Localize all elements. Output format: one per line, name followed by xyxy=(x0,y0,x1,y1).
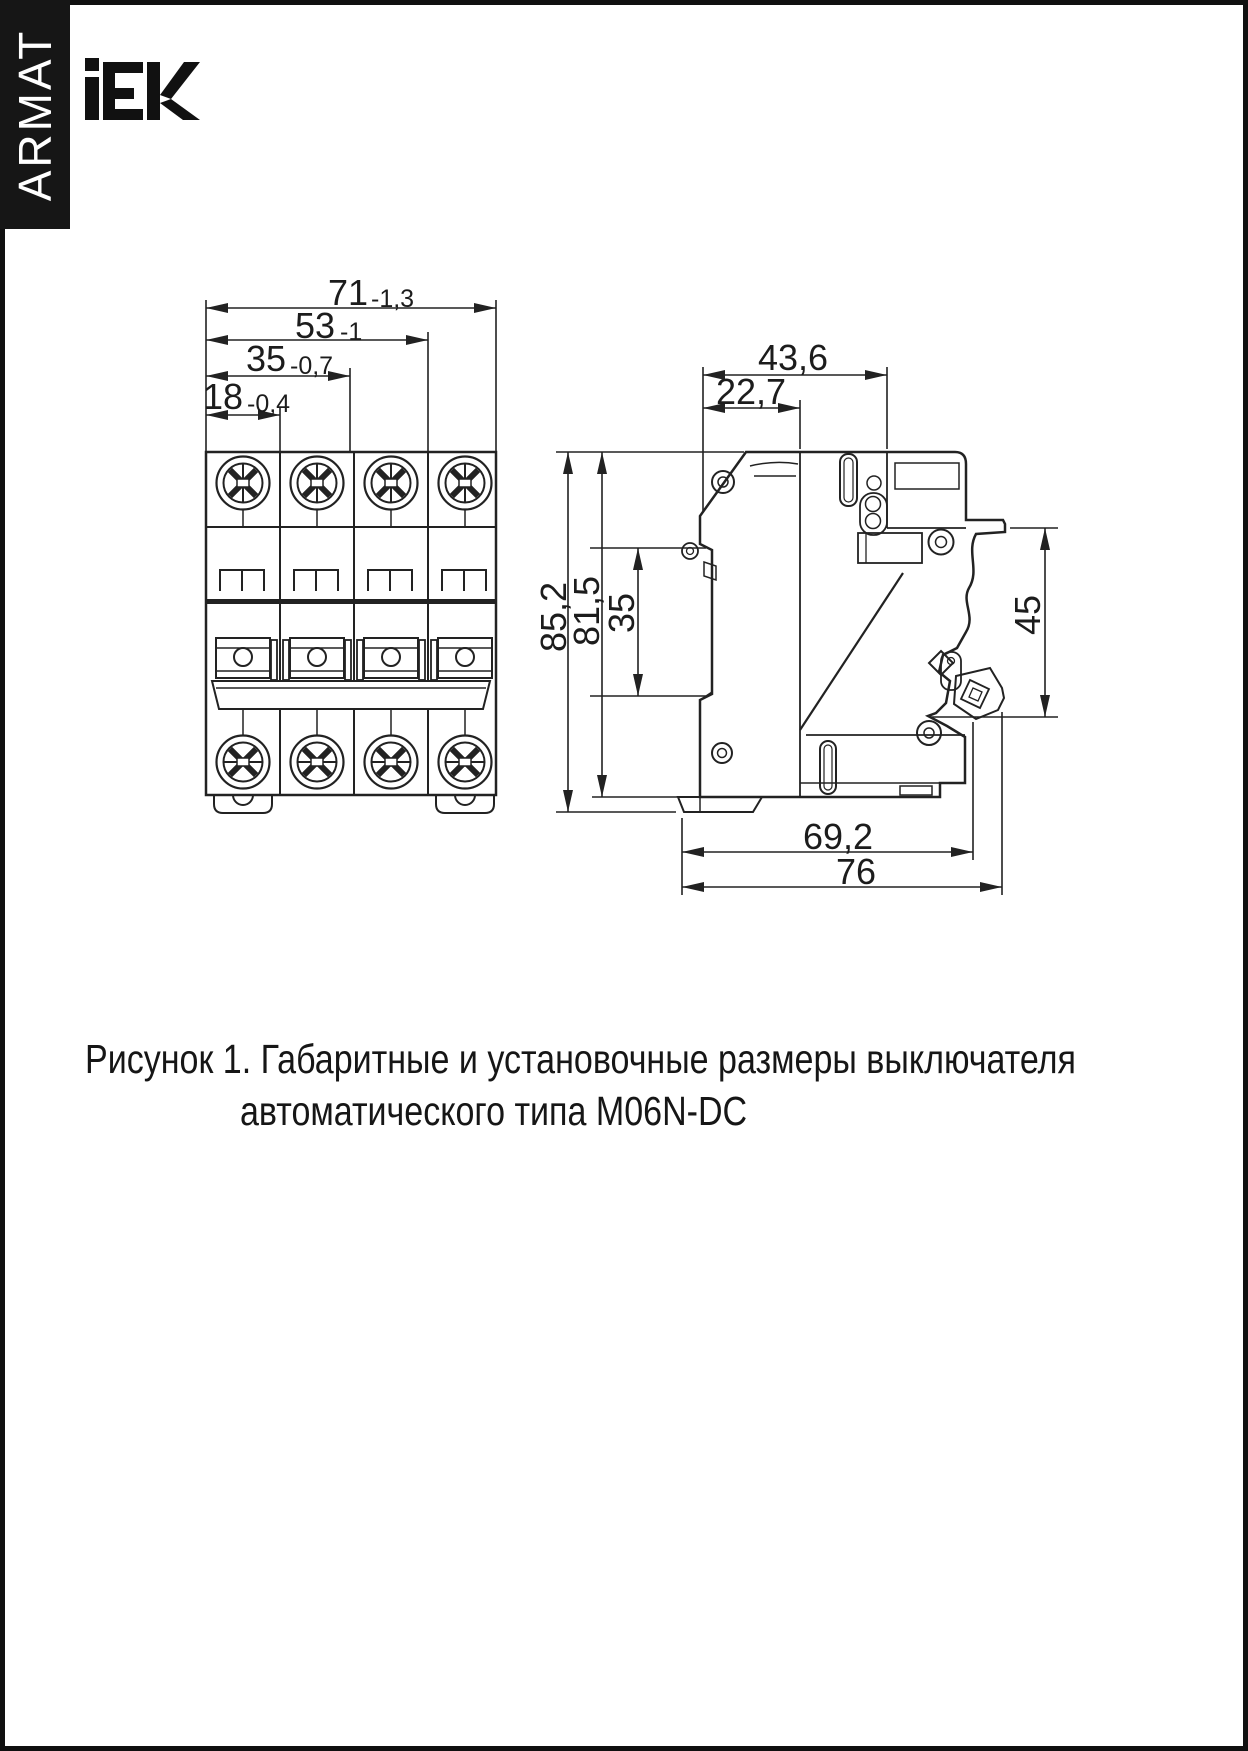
dim-label-71: 71 xyxy=(327,272,369,313)
dim-label-18: 18 xyxy=(202,376,244,417)
mounting-foot xyxy=(214,795,272,813)
dim-label-45: 45 xyxy=(1007,594,1048,636)
dim-tolerance-53: -1 xyxy=(340,318,363,346)
figure-caption-line1: Рисунок 1. Габаритные и установочные размеры выключателя xyxy=(85,1036,1076,1082)
dim-label-81-5: 81,5 xyxy=(566,575,607,647)
dim-tolerance-18: -0,4 xyxy=(247,390,291,418)
armat-brand-text: ARMAT xyxy=(9,28,61,201)
module-tab xyxy=(442,570,486,591)
front-view-drawing xyxy=(206,452,496,813)
bottom-terminal-screw xyxy=(439,736,492,789)
top-terminal-screw xyxy=(217,457,270,510)
module-tab xyxy=(294,570,338,591)
top-terminal-screw xyxy=(439,457,492,510)
handle-tie-bar xyxy=(212,681,490,709)
dim-tolerance-71: -1,3 xyxy=(371,285,415,313)
dim-label-22-7: 22,7 xyxy=(715,371,787,412)
dim-label-35: 35 xyxy=(245,338,287,379)
dim-label-35-rail: 35 xyxy=(601,592,642,634)
front-thick-band xyxy=(206,599,496,604)
module-tab xyxy=(368,570,412,591)
mounting-foot xyxy=(436,795,494,813)
side-view-drawing xyxy=(678,452,1005,812)
bottom-terminal-screw xyxy=(365,736,418,789)
dim-label-43-6: 43,6 xyxy=(757,337,829,378)
dim-label-53: 53 xyxy=(294,305,336,346)
front-view-dimensions xyxy=(203,272,496,452)
top-terminal-screw xyxy=(291,457,344,510)
dim-label-69-2: 69,2 xyxy=(802,816,874,857)
module-divider-lines xyxy=(280,452,428,795)
top-terminal-screw xyxy=(365,457,418,510)
bottom-terminal-screw xyxy=(291,736,344,789)
module-tab xyxy=(220,570,264,591)
dim-tolerance-35: -0,7 xyxy=(290,352,334,380)
side-body-outline xyxy=(700,452,1005,797)
rear-mounting-foot xyxy=(678,797,762,812)
dim-label-76: 76 xyxy=(835,851,877,892)
bottom-terminal-screw xyxy=(217,736,270,789)
figure-caption-line2: автоматического типа М06N-DC xyxy=(240,1088,748,1134)
dim-label-85-2: 85,2 xyxy=(533,581,574,653)
